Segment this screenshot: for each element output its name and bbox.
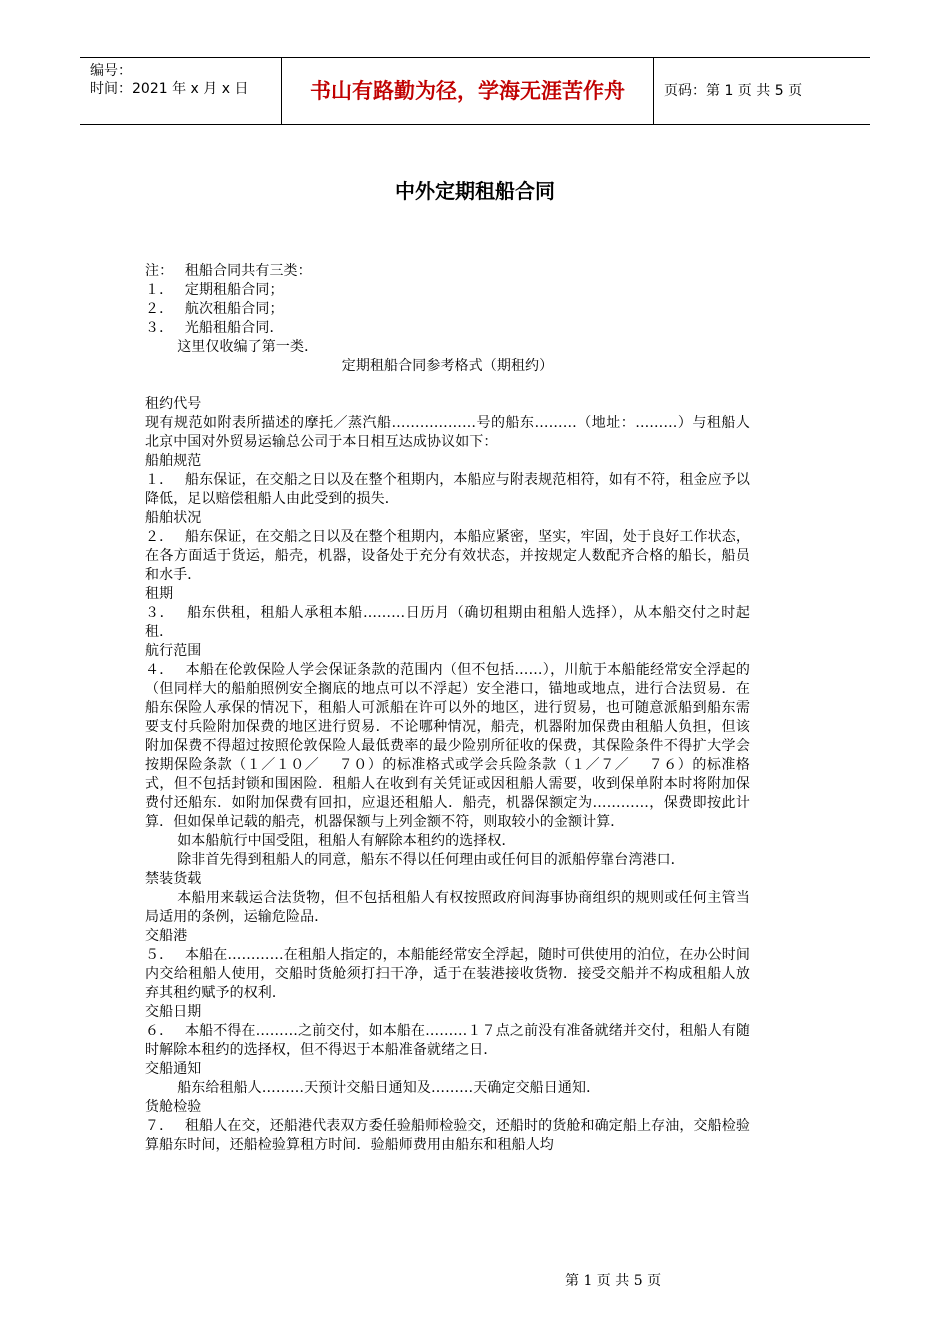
section-heading: 租约代号 (145, 396, 202, 412)
section-paragraph: ６． 本船不得在………之前交付，如本船在………１７点之前没有准备就绪并交付，租船人有随时解除本租约的选择权，但不得迟于本船准备就绪之日． (145, 1023, 750, 1058)
header-meta (90, 62, 280, 98)
note-item: １． 定期租船合同； (145, 282, 284, 298)
section-heading: 航行范围 (145, 643, 202, 659)
document-subtitle: 定期租船合同参考格式（期租约） (341, 358, 554, 374)
section-paragraph: ２． 船东保证，在交船之日以及在整个租期内，本船应紧密，坚实，牢固，处于良好工作状态，在各方面适于货运，船壳，机器，设备处于充分有效状态，并按规定人数配齐合格的船长，船员和水手． (145, 529, 750, 583)
header-page-info: 页码：第 1 页 共 5 页 (664, 83, 803, 99)
section-paragraph: 除非首先得到租船人的同意，船东不得以任何理由或任何目的派船停靠台湾港口． (177, 852, 685, 868)
section-paragraph: 船东给租船人………天预计交船日通知及………天确定交船日通知． (177, 1080, 601, 1096)
section-paragraph: ３． 船东供租，租船人承租本船………日历月（确切租期由租船人选择），从本船交付之时起租． (145, 605, 750, 640)
time-label: 时间：2021 年 x 月 x 日 (90, 81, 249, 97)
section-heading: 交船通知 (145, 1061, 202, 1077)
note-item: ３． 光船租船合同． (145, 320, 284, 336)
header-motto: 书山有路勤为径，学海无涯苦作舟 (281, 58, 654, 124)
section-heading: 船舶状况 (145, 510, 202, 526)
section-heading: 交船港 (145, 928, 188, 944)
section-heading: 交船日期 (145, 1004, 202, 1020)
section-heading: 货舱检验 (145, 1099, 202, 1115)
page-header (80, 57, 870, 125)
section-heading: 租期 (145, 586, 174, 602)
document-title: 中外定期租船合同 (395, 179, 555, 203)
section-paragraph: ４． 本船在伦敦保险人学会保证条款的范围内（但不包括……），川航于本船能经常安全浮起的（但同样大的船舶照例安全搁底的地点可以不浮起）安全港口，锚地或地点，进行合法贸易．在船东保险人承保的情况下，租船人可派船在许可以外的地区，进行贸易，也可随意派船到船东需要支付兵险附加保费的地区进行贸易．不论哪种情况，船壳，机器附加保费由租船人负担，但该附加保费不得超过按照伦敦保险人最低费率的最少险别所征收的保费，其保险条件不得扩大学会按期保险条款（１／１０／ ７０）的标准格式或学会兵险条款（１／７／ ７６）的标准格式，但不包括封锁和围困险．租船人在收到有关凭证或因租船人需要，收到保单附本时将附加保费付还船东．如附加保费有回扣，应退还租船人．船壳，机器保额定为…………，保费即按此计算．但如保单记载的船壳，机器保额与上列金额不符，则取较小的金额计算． (145, 662, 750, 830)
document-body (145, 262, 750, 1155)
note-closing: 这里仅收编了第一类． (177, 339, 319, 355)
section-paragraph: 现有规范如附表所描述的摩托／蒸汽船………………号的船东………（地址：………）与租船人北京中国对外贸易运输总公司于本日相互达成协议如下： (145, 415, 750, 450)
section-paragraph: ７． 租船人在交，还船港代表双方委任验船师检验交，还船时的货舱和确定船上存油，交船检验算船东时间，还船检验算租方时间．验船师费用由船东和租船人均 (145, 1118, 750, 1153)
serial-label: 编号： (90, 63, 132, 79)
section-paragraph: 如本船航行中国受阻，租船人有解除本租约的选择权． (177, 833, 516, 849)
section-heading: 禁装货载 (145, 871, 202, 887)
section-heading: 船舶规范 (145, 453, 202, 469)
sections-container (145, 395, 750, 1155)
section-paragraph: ５． 本船在…………在租船人指定的，本船能经常安全浮起，随时可供使用的泊位，在办公时间内交给租船人使用，交船时货舱须打扫干净，适于在装港接收货物．接受交船并不构成租船人放弃其租约赋予的权利． (145, 947, 750, 1001)
note-item: ２． 航次租船合同； (145, 301, 284, 317)
note-intro: 注： 租船合同共有三类： (145, 263, 312, 279)
section-paragraph: 本船用来载运合法货物，但不包括租船人有权按照政府间海事协商组织的规则或任何主管当局适用的条例，运输危险品． (145, 890, 750, 925)
section-paragraph: １． 船东保证，在交船之日以及在整个租期内，本船应与附表规范相符，如有不符，租金应予以降低，足以赔偿租船人由此受到的损失． (145, 472, 750, 507)
page-footer: 第 1 页 共 5 页 (565, 1273, 662, 1289)
